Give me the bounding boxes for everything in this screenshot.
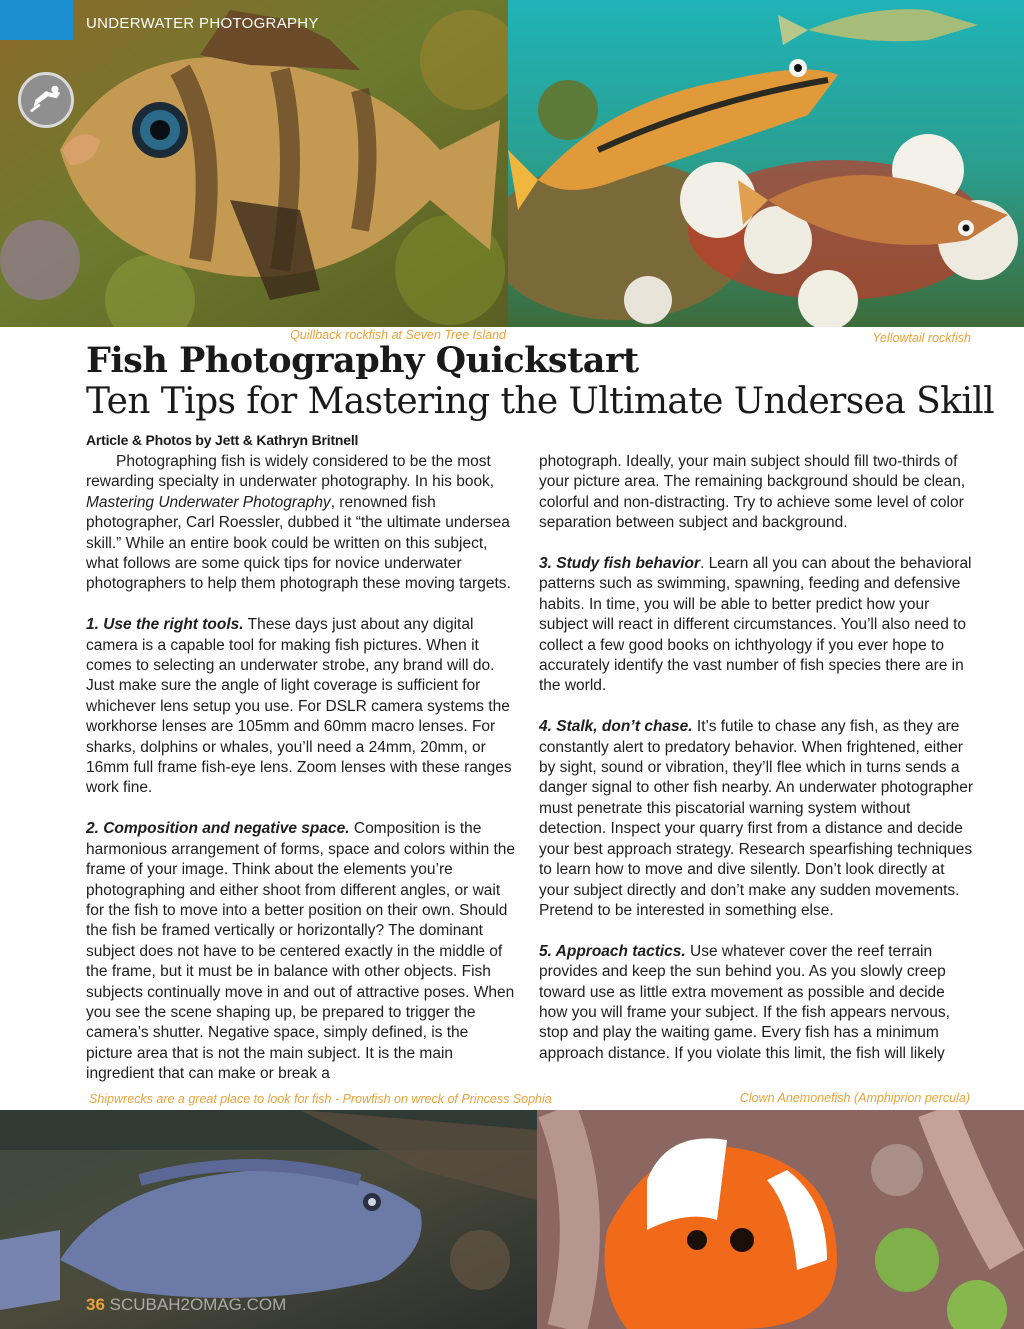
photo-caption-bottom-right: Clown Anemonefish (Amphiprion percula) bbox=[739, 1091, 970, 1105]
scuba-diver-icon bbox=[18, 72, 74, 128]
yellowtail-rockfish-photo bbox=[508, 0, 1024, 327]
tip-2-heading: 2. Composition and negative space. bbox=[86, 820, 350, 838]
tip-3-paragraph bbox=[539, 554, 974, 697]
intro-text-b: , renowned fish photographer, Carl Roessler, dubbed it “the ultimate undersea skill.” While an entire book could be written on this subject, what follows are some quick tips for novice underwater photographers to help them photograph these moving targets. bbox=[86, 493, 511, 593]
tip-5-body: Use whatever cover the reef terrain provides and keep the sun behind you. As you slowly creep toward use as little extra movement as possible and decide how you will frame your subject. If the fish appears nervous, stop and play the waiting game. Every fish has a minimum approach distance. If you violate this limit, the fish will likely bbox=[539, 942, 950, 1062]
tip-1-heading: 1. Use the right tools. bbox=[86, 616, 244, 634]
tip-4-paragraph bbox=[539, 717, 974, 921]
tip-2-paragraph bbox=[86, 819, 516, 1084]
page-footer bbox=[86, 1295, 286, 1315]
tip-5-paragraph bbox=[539, 942, 974, 1064]
tip-2-body: Composition is the harmonious arrangement of forms, space and colors within the frame of your image. Think about the elements you’re photographing and either shoot from different angles, or wait for the fish to move into a better position on their own. Should the fish be framed vertically or horizontally? The dominant subject does not have to be centered exactly in the middle of the frame, but it must be in balance with other objects. Fish subjects continually move in and out of attractive poses. When you see the scene shaping up, be prepared to trigger the camera’s shutter. Negative space, simply defined, is the picture area that is not the main subject. It is the main ingredient that can make or break a bbox=[86, 820, 516, 1083]
article-column-right bbox=[539, 452, 974, 1085]
clownfish-photo bbox=[537, 1110, 1024, 1329]
tip-5-heading: 5. Approach tactics. bbox=[539, 942, 686, 960]
section-color-tab bbox=[0, 0, 73, 40]
tip-1-paragraph bbox=[86, 615, 516, 799]
intro-text-a: Photographing fish is widely considered to be the most rewarding specialty in underwater photography. In his book, bbox=[86, 453, 495, 491]
tip-4-heading: 4. Stalk, don’t chase. bbox=[539, 718, 693, 736]
tip-3-heading: 3. Study fish behavior bbox=[539, 555, 701, 573]
quillback-rockfish-photo bbox=[0, 0, 508, 327]
tip-1-body: These days just about any digital camera is a capable tool for making fish pictures. When it comes to selecting an underwater strobe, any brand will do. Just make sure the angle of light coverage is sufficient for whichever lens setup you use. For DSLR camera systems the workhorse lenses are 105mm and 60mm macro lenses. For sharks, dolphins or whales, you’ll need a 24mm, 20mm, or 16mm full frame fish-eye lens. Zoom lenses with these ranges work fine. bbox=[86, 616, 512, 797]
page-number: 36 bbox=[86, 1295, 105, 1314]
intro-paragraph bbox=[86, 452, 516, 595]
photo-caption-top-left: Quillback rockfish at Seven Tree Island bbox=[290, 328, 506, 342]
tip-3-body: . Learn all you can about the behavioral patterns such as swimming, spawning, feeding and defensive habits. In time, you will be able to better predict how your subject will react in different circumstances. You’ll also need to collect a few good books on ichthyology if you ever hope to accurately identify the vast number of fish species there are in the world. bbox=[539, 555, 972, 695]
tip-4-body: It’s futile to chase any fish, as they are constantly alert to predatory behavior. When frightened, either by sight, sound or vibration, they’ll flee which in turns sends a danger signal to other fish nearby. An underwater photographer must penetrate this piscatorial warning system without detection. Inspect your quarry first from a distance and decide your best approach strategy. Research spearfishing techniques to learn how to move and dive silently. Don’t look directly at your subject directly and don’t make any sudden movements. Pretend to be interested in something else. bbox=[539, 718, 973, 919]
site-name: SCUBAH2OMAG.COM bbox=[109, 1295, 287, 1314]
section-label: UNDERWATER PHOTOGRAPHY bbox=[86, 15, 319, 32]
book-title: Mastering Underwater Photography bbox=[86, 493, 331, 511]
article-subtitle: Ten Tips for Mastering the Ultimate Undersea Skill bbox=[86, 381, 995, 422]
photo-caption-top-right: Yellowtail rockfish bbox=[872, 331, 971, 345]
article-column-left bbox=[86, 452, 516, 1105]
tip-2-continued: photograph. Ideally, your main subject should fill two-thirds of your picture area. The remaining background should be clean, colorful and non-distracting. Try to achieve some level of color separation between subject and background. bbox=[539, 453, 966, 532]
article-byline: Article & Photos by Jett & Kathryn Britnell bbox=[86, 432, 359, 448]
article-title: Fish Photography Quickstart bbox=[86, 340, 639, 381]
photo-caption-bottom-left: Shipwrecks are a great place to look for fish - Prowfish on wreck of Princess Sophia bbox=[89, 1092, 552, 1106]
